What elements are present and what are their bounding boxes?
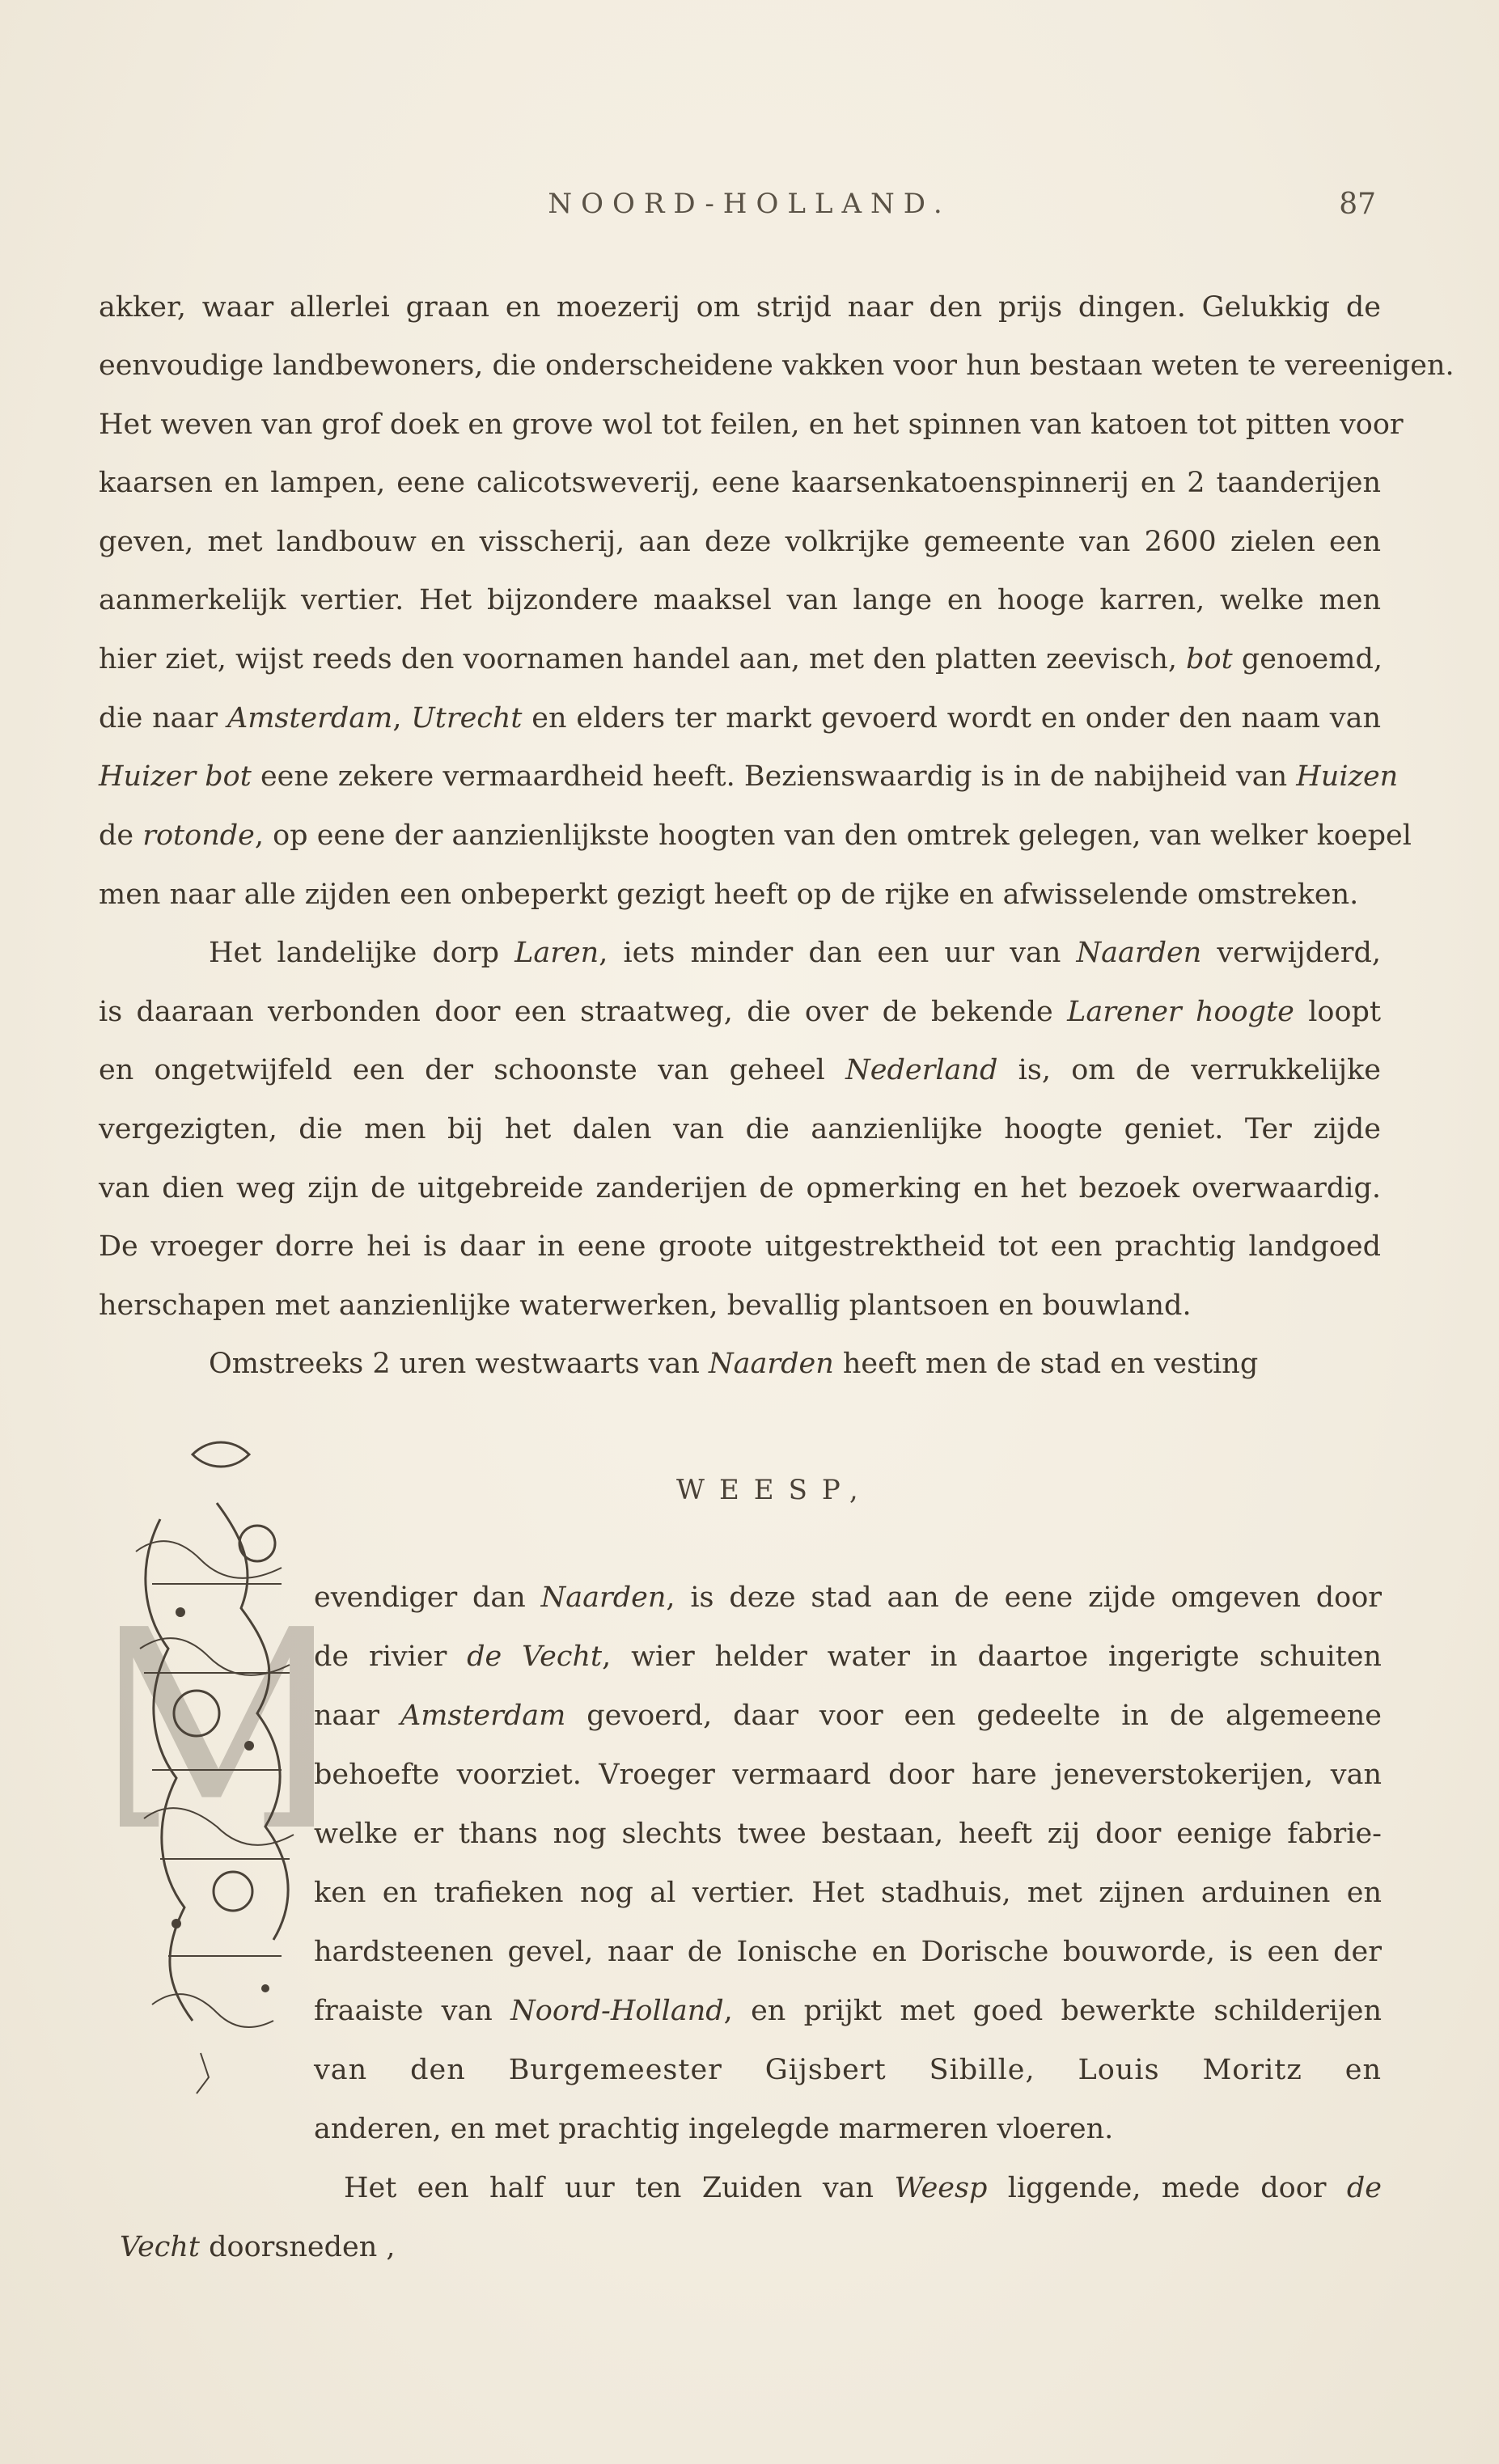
section-title: WEESP, — [676, 1474, 873, 1506]
text-line: ken en trafieken nog al vertier. Het stadhuis, met zijnen arduinen en — [314, 1877, 1382, 1909]
decorated-initial — [120, 1406, 314, 2102]
text-line: Het landelijke dorp Laren, iets minder dan een uur van Naarden verwijderd, — [209, 937, 1381, 969]
text-line: kaarsen en lampen, eene calicotsweverij, eene kaarsenkatoenspinnerij en 2 taanderijen — [99, 467, 1381, 499]
text-line: vergezigten, die men bij het dalen van die aanzienlijke hoogte geniet. Ter zijde — [99, 1113, 1381, 1145]
text-line: akker, waar allerlei graan en moezerij om strijd naar den prijs dingen. Gelukkig de — [99, 291, 1381, 324]
text-line: die naar Amsterdam, Utrecht en elders ter markt gevoerd wordt en onder den naam van — [99, 702, 1381, 735]
text-line: herschapen met aanzienlijke waterwerken, bevallig plantsoen en bouwland. — [99, 1289, 1192, 1322]
text-line: evendiger dan Naarden, is deze stad aan de eene zijde omgeven door — [314, 1581, 1382, 1614]
text-line: Het een half uur ten Zuiden van Weesp liggende, mede door de — [344, 2172, 1382, 2204]
text-line: eenvoudige landbewoners, die onderscheidene vakken voor hun bestaan weten te vereenigen. — [99, 349, 1455, 382]
text-line: is daaraan verbonden door een straatweg, die over de bekende Larener hoogte loopt — [99, 996, 1382, 1028]
text-line: van dien weg zijn de uitgebreide zanderijen de opmerking en het bezoek overwaardig. — [99, 1172, 1381, 1204]
text-line: anderen, en met prachtig ingelegde marmeren vloeren. — [314, 2113, 1114, 2145]
text-line: fraaiste van Noord-Holland, en prijkt met goed bewerkte schilderijen — [314, 1995, 1382, 2027]
text-line: van den Burgemeester Gijsbert Sibille, Louis Moritz en — [314, 2054, 1382, 2086]
initial-letter: M — [120, 1572, 314, 1892]
text-line: De vroeger dorre hei is daar in eene groote uitgestrektheid tot een prachtig landgoed — [99, 1230, 1381, 1263]
ornament-initial-icon — [120, 1406, 314, 2102]
text-line: welke er thans nog slechts twee bestaan, heeft zij door eenige fabrie- — [314, 1818, 1382, 1850]
text-line: de rivier de Vecht, wier helder water in daartoe ingerigte schuiten — [314, 1641, 1382, 1673]
text-line: aanmerkelijk vertier. Het bijzondere maaksel van lange en hooge karren, welke men — [99, 584, 1381, 616]
text-line: geven, met landbouw en visscherij, aan deze volkrijke gemeente van 2600 zielen een — [99, 526, 1381, 558]
running-head: NOORD-HOLLAND. — [548, 188, 951, 220]
text-line: behoefte voorziet. Vroeger vermaard door hare jeneverstokerijen, van — [314, 1759, 1382, 1791]
text-line: Huizer bot eene zekere vermaardheid heeft. Bezienswaardig is in de nabijheid van Huizen — [99, 760, 1399, 793]
text-line: hardsteenen gevel, naar de Ionische en Dorische bouworde, is een der — [314, 1936, 1382, 1968]
text-line: en ongetwijfeld een der schoonste van geheel Nederland is, om de verrukkelijke — [99, 1054, 1381, 1086]
text-line: men naar alle zijden een onbeperkt gezigt heeft op de rijke en afwisselende omstreken. — [99, 878, 1359, 911]
page-number: 87 — [1339, 188, 1376, 221]
text-line: naar Amsterdam gevoerd, daar voor een gedeelte in de algemeene — [314, 1700, 1382, 1732]
text-line: Vecht doorsneden , — [120, 2231, 396, 2263]
text-line: hier ziet, wijst reeds den voornamen handel aan, met den platten zeevisch, bot genoemd, — [99, 643, 1383, 675]
page-header — [0, 188, 1499, 228]
text-line: Het weven van grof doek en grove wol tot feilen, en het spinnen van katoen tot pitten voor — [99, 409, 1404, 441]
text-line: de rotonde, op eene der aanzienlijkste hoogten van den omtrek gelegen, van welker koepel — [99, 819, 1412, 852]
text-line: Omstreeks 2 uren westwaarts van Naarden heeft men de stad en vesting — [209, 1348, 1259, 1380]
